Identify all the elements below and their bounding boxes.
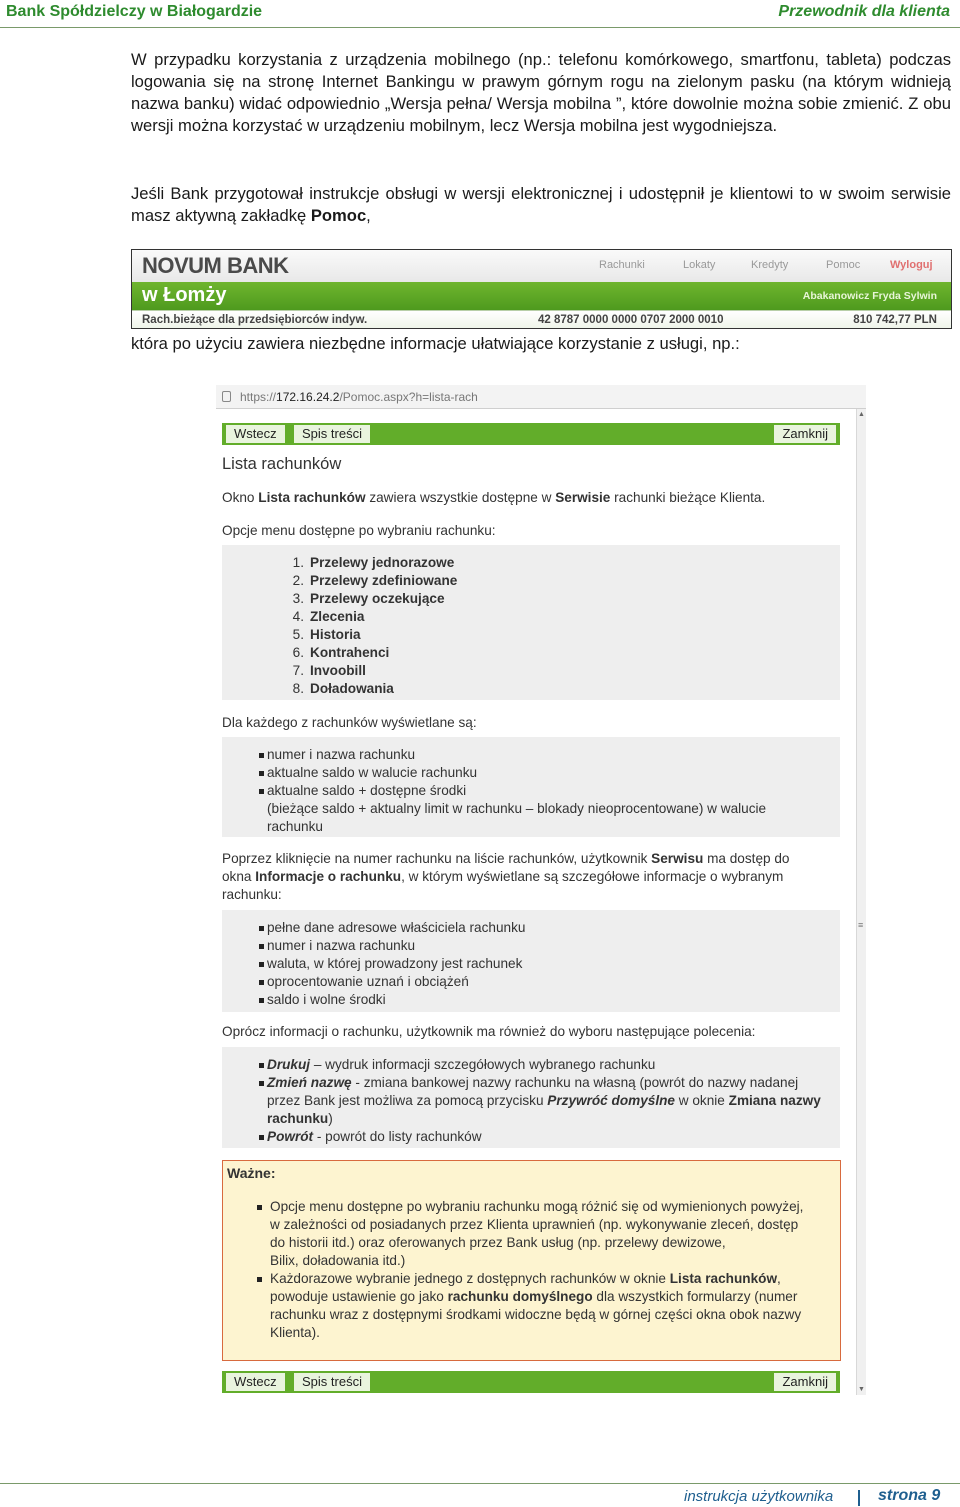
back-button[interactable]: Wstecz <box>226 425 285 443</box>
page-number: strona 9 <box>878 1487 941 1504</box>
besides-heading: Oprócz informacji o rachunku, użytkownik ma również do wyboru następujące polecenia: <box>222 1024 756 1039</box>
help-toolbar-bottom <box>222 1371 840 1393</box>
url-text: https://172.16.24.2/Pomoc.aspx?h=lista-rach <box>240 390 478 404</box>
nav-wyloguj[interactable]: Wyloguj <box>890 259 933 271</box>
footer-separator <box>858 1490 860 1506</box>
bank-logo-top: NOVUM BANK <box>142 253 289 278</box>
toc-button[interactable]: Spis treści <box>294 425 370 443</box>
close-button[interactable]: Zamknij <box>774 425 836 443</box>
account-number: 42 8787 0000 0000 0707 2000 0010 <box>538 314 724 326</box>
page-footer-rule <box>0 1483 960 1485</box>
commands-box: Drukuj – wydruk informacji szczegółowych wybranego rachunku Zmień nazwę - zmiana bankowej nazwy rachunku na własną (powrót do nazwy nadanej przez Bank jest możliwa za pomocą przycisku Przywróć domyślne w oknie Zmiana nazwy rachunku) Powrót - powrót do listy rachunków <box>222 1047 840 1148</box>
address-bar[interactable] <box>216 385 866 409</box>
help-intro: Okno Lista rachunków zawiera wszystkie dostępne w Serwisie rachunki bieżące Klienta. <box>222 490 766 505</box>
toc-button[interactable]: Spis treści <box>294 1373 370 1391</box>
scroll-down-icon[interactable]: ▼ <box>858 1386 865 1393</box>
displayed-box: numer i nazwa rachunku aktualne saldo w walucie rachunku aktualne saldo + dostępne środki (bieżące saldo + aktualny limit w rachunku – blokady nieoprocentowane) w walucie rachunku <box>222 737 840 837</box>
displayed-heading: Dla każdego z rachunków wyświetlane są: <box>222 715 477 730</box>
important-note: Ważne: Opcje menu dostępne po wybraniu rachunku mogą różnić się od wymienionych powyżej, w zależności od posiadanych przez Klienta uprawnień (np. wykonywanie zleceń, dostęp do historii itd.) oraz oferowanych przez Bank usług (np. przelewy dewizowe, Bilix, doładowania itd.) Każdorazowe wybranie jednego z dostępnych rachunków w oknie Lista rachunków, powoduje ustawienie go jako rachunku domyślnego dla wszystkich formularzy (numer rachunku wraz z dostępnymi środkami widoczne będą w górnej części okna obok nazwy Klienta). <box>222 1160 841 1361</box>
user-name: Abakanowicz Fryda Sylwin <box>802 290 937 302</box>
back-button[interactable]: Wstecz <box>226 1373 285 1391</box>
note-title: Ważne: <box>227 1165 276 1181</box>
footer-label: instrukcja użytkownika <box>684 1488 834 1505</box>
nav-pomoc[interactable]: Pomoc <box>826 259 861 271</box>
nav-kredyty[interactable]: Kredyty <box>751 259 789 271</box>
click-paragraph-l3: rachunku: <box>222 887 282 902</box>
help-toolbar-top <box>222 423 840 445</box>
help-tab-paragraph: Jeśli Bank przygotował instrukcje obsługi w wersji elektronicznej i udostępnił je klientowi to w swoim serwisie masz aktywną zakładkę Pomoc, <box>131 184 951 225</box>
account-name: Rach.bieżące dla przedsiębiorców indyw. <box>142 314 368 326</box>
help-page-screenshot <box>216 385 866 1395</box>
click-paragraph-l2: okna Informacje o rachunku, w którym wyświetlane są szczegółowe informacje o wybranym <box>222 869 784 884</box>
bank-banner <box>131 249 952 329</box>
guide-title: Przewodnik dla klienta <box>778 3 950 20</box>
account-balance: 810 742,77 PLN <box>853 314 937 326</box>
help-description-paragraph: która po użyciu zawiera niezbędne informacje ułatwiające korzystanie z usługi, np.: <box>131 334 740 353</box>
scroll-grip-icon[interactable]: ≡ <box>858 920 864 930</box>
help-tab-name: Pomoc <box>310 206 367 225</box>
menu-options-box: 1. Przelewy jednorazowe 2. Przelewy zdefiniowane 3. Przelewy oczekujące 4. Zlecenia 5. Historia 6. Kontrahenci 7. Invoobill 8. Doładowania <box>222 545 840 700</box>
nav-rachunki[interactable]: Rachunki <box>599 259 645 271</box>
close-button[interactable]: Zamknij <box>774 1373 836 1391</box>
scroll-up-icon[interactable]: ▲ <box>858 411 865 418</box>
scrollbar[interactable] <box>856 409 866 1395</box>
bank-name: Bank Spółdzielczy w Białogardzie <box>6 3 263 20</box>
menu-heading: Opcje menu dostępne po wybraniu rachunku: <box>222 523 496 538</box>
nav-lokaty[interactable]: Lokaty <box>683 259 716 271</box>
bank-logo-bottom: w Łomży <box>142 284 227 306</box>
mobile-version-paragraph: W przypadku korzystania z urządzenia mobilnego (np.: telefonu komórkowego, smartfonu, tableta) podczas logowania się na stronę Internet Bankingu w prawym górnym rogu na zielonym pasku (na którym widnieją nazwa banku) widać odpowiednio „Wersja pełna/ Wersja mobilna ”, które dowolnie można sobie zmienić. Z obu wersji można korzystać w urządzeniu mobilnym, lecz Wersja mobilna jest wygodniejsza. <box>131 50 951 135</box>
lock-icon <box>222 391 231 402</box>
click-paragraph-l1: Poprzez kliknięcie na numer rachunku na liście rachunków, użytkownik Serwisu ma dostęp do <box>222 851 790 866</box>
help-title: Lista rachunków <box>222 455 342 473</box>
page-header <box>0 0 960 28</box>
info-box: pełne dane adresowe właściciela rachunku numer i nazwa rachunku waluta, w której prowadzony jest rachunek oprocentowanie uznań i obciążeń saldo i wolne środki <box>222 910 840 1012</box>
